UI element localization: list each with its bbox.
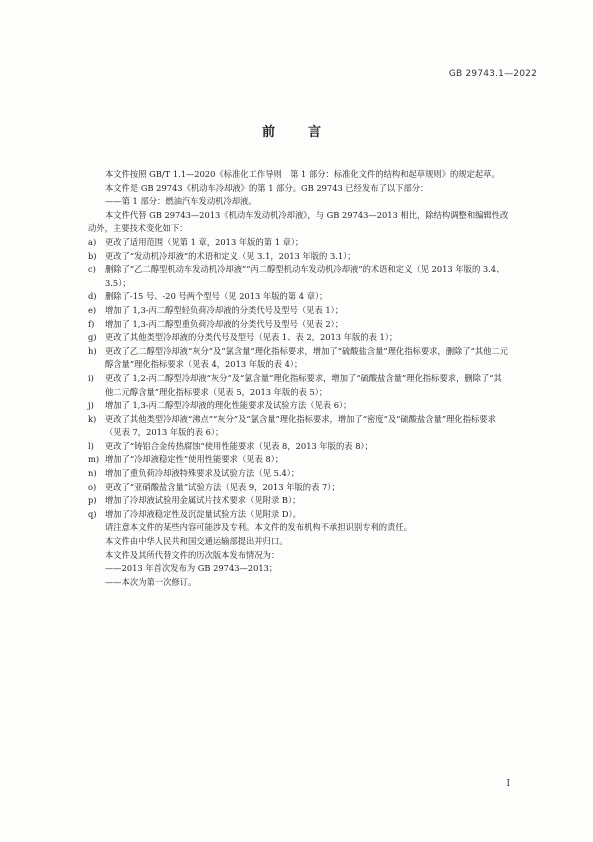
paragraph: 本文件是 GB 29743《机动车冷却液》的第 1 部分。GB 29743 已经发布了以下部分： [105, 182, 429, 193]
history-item: ——2013 年首次发布为 GB 29743—2013； [105, 563, 278, 574]
change-label: e) [88, 304, 97, 315]
change-item [88, 290, 510, 304]
change-text: 删除了-15 号、-20 号两个型号（见 2013 年版的第 4 章）； [105, 291, 328, 302]
foreword-body [88, 168, 510, 589]
proposer-statement: 本文件由中华人民共和国交通运输部提出并归口。 [105, 536, 288, 547]
change-item [88, 481, 510, 495]
change-label: d) [88, 291, 97, 302]
change-label: b) [88, 250, 97, 261]
change-item [88, 236, 510, 250]
paragraph: 本文件代替 GB 29743—2013《机动车发动机冷却液》，与 GB 29743—2013 相比，除结构调整和编辑性改动外，主要技术变化如下： [88, 209, 509, 234]
change-item [88, 263, 510, 290]
change-label: k) [88, 413, 97, 424]
change-text: 删除了“乙二醇型机动车发动机冷却液”“丙二醇型机动车发动机冷却液”的术语和定义（见 2013 年版的 3.4、3.5）； [105, 264, 505, 288]
paragraph: 本文件按照 GB/T 1.1—2020《标准化工作导则 第 1 部分：标准化文件的结构和起草规则》的规定起草。 [105, 169, 500, 179]
change-label: l) [88, 440, 94, 451]
change-label: m) [88, 454, 100, 465]
change-text: 更改了“发动机冷却液”的术语和定义（见 3.1，2013 年版的 3.1）； [105, 250, 356, 261]
change-text: 更改了 1,2-丙二醇型冷却液“灰分”及“氯含量”理化指标要求，增加了“硫酸盐含量”理化指标要求，删除了“其他二元醇含量”理化指标要求（见表 5，2013 年版的表 5）； [105, 372, 502, 397]
change-text: 增加了重负荷冷却液特殊要求及试验方法（见 5.4）； [105, 468, 300, 479]
history-intro: 本文件及其所代替文件的历次版本发布情况为： [105, 549, 280, 560]
change-item [88, 318, 510, 332]
change-text: 更改了“亚硝酸盐含量”试验方法（见表 9，2013 年版的表 7）； [105, 481, 340, 492]
change-text: 更改了适用范围（见第 1 章，2013 年版的第 1 章）； [105, 236, 304, 247]
change-label: i) [88, 372, 94, 383]
change-item [88, 304, 510, 318]
change-item [88, 372, 510, 399]
change-label: g) [88, 332, 97, 343]
change-text: 更改了“铸铝合金传热腐蚀”使用性能要求（见表 8，2013 年版的表 8）； [105, 440, 373, 451]
change-text: 增加了 1,3-丙二醇型轻负荷冷却液的分类代号及型号（见表 1）； [105, 304, 344, 315]
change-text: 更改了其他类型冷却液“沸点”“灰分”及“氯含量”理化指标要求，增加了“密度”及“硫酸盐含量”理化指标要求（见表 7，2013 年版的表 6）； [105, 413, 496, 438]
change-label: n) [88, 468, 97, 479]
change-text: 更改了乙二醇型冷却液“灰分”及“氯含量”理化指标要求，增加了“硫酸盐含量”理化指标要求，删除了“其他二元醇含量”理化指标要求（见表 4，2013 年版的表 4）； [105, 345, 509, 370]
change-item [88, 345, 510, 372]
change-item [88, 467, 510, 481]
change-item [88, 250, 510, 264]
change-label: j) [88, 400, 94, 411]
change-label: a) [88, 236, 97, 247]
standard-code: GB 29743.1—2022 [448, 69, 537, 79]
change-label: q) [88, 508, 97, 519]
change-label: h) [88, 345, 97, 356]
page-number: I [506, 779, 510, 789]
change-label: c) [88, 264, 96, 275]
change-item [88, 399, 510, 413]
change-item [88, 440, 510, 454]
change-label: p) [88, 495, 97, 506]
change-text: 更改了其他类型冷却液的分类代号及型号（见表 1、表 2，2013 年版的表 1）； [105, 332, 398, 343]
part-list-item: ——第 1 部分：燃油汽车发动机冷却液。 [105, 196, 257, 207]
change-label: f) [88, 318, 95, 329]
change-item [88, 413, 510, 440]
change-text: 增加了 1,3-丙二醇型冷却液的理化性能要求及试验方法（见表 6）； [105, 400, 352, 411]
change-item [88, 508, 510, 522]
change-text: 增加了冷却液稳定性及沉淀量试验方法（见附录 D）。 [105, 508, 301, 519]
change-text: 增加了冷却液试验用金属试片技术要求（见附录 B）； [105, 495, 301, 506]
page-title: 前 言 [261, 125, 331, 140]
change-label: o) [88, 481, 97, 492]
history-item: ——本次为第一次修订。 [105, 576, 197, 587]
change-text: 增加了“冷却液稳定性”使用性能要求（见表 8）； [105, 454, 284, 465]
change-item [88, 453, 510, 467]
patent-notice: 请注意本文件的某些内容可能涉及专利。本文件的发布机构不承担识别专利的责任。 [105, 522, 412, 533]
change-text: 增加了 1,3-丙二醇型重负荷冷却液的分类代号及型号（见表 2）； [105, 318, 344, 329]
change-item [88, 331, 510, 345]
change-item [88, 494, 510, 508]
